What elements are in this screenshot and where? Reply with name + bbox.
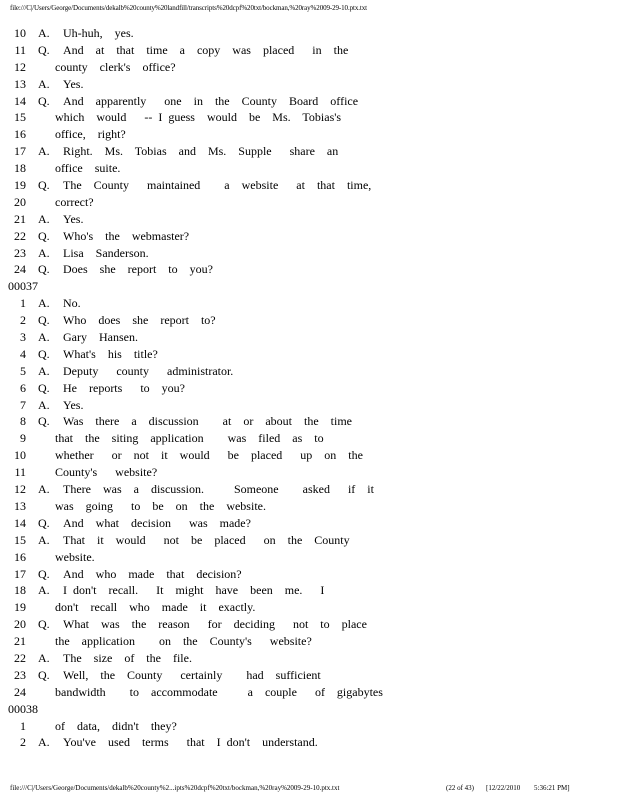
- line-number: 10: [14, 448, 26, 463]
- speaker-label: Q.: [38, 93, 50, 108]
- line-number: 8: [20, 414, 26, 429]
- transcript-line: [0, 380, 618, 397]
- line-text: whether or not it would be placed up on the: [55, 448, 363, 463]
- line-text: There was a discussion. Someone asked if it: [63, 482, 374, 497]
- line-number: 21: [14, 211, 26, 226]
- transcript-line: [0, 397, 618, 414]
- speaker-label: A.: [38, 330, 50, 345]
- speaker-label: A.: [38, 532, 50, 547]
- transcript-line: [0, 447, 618, 464]
- speaker-label: A.: [38, 296, 50, 311]
- line-text: Gary Hansen.: [63, 330, 138, 345]
- file-path-header: file:///C|/Users/George/Documents/dekalb%20county%20landfill/transcripts%20dcpf%20txt/bockman,%20ray%2009-29-10.ptx.txt: [10, 4, 367, 12]
- transcript-line: [0, 42, 618, 59]
- line-text: website.: [55, 549, 95, 564]
- line-text: correct?: [55, 194, 94, 209]
- transcript-line: [0, 228, 618, 245]
- line-text: The County maintained a website at that time,: [63, 178, 372, 193]
- transcript-line: [0, 633, 618, 650]
- line-number: 2: [20, 313, 26, 328]
- transcript-line: [0, 515, 618, 532]
- page-counter: (22 of 43): [446, 784, 474, 792]
- line-number: 13: [14, 76, 26, 91]
- line-number: 16: [14, 549, 26, 564]
- transcript-line: [0, 93, 618, 110]
- transcript-line: [0, 650, 618, 667]
- transcript-line: [0, 109, 618, 126]
- line-number: 14: [14, 515, 26, 530]
- transcript-line: [0, 566, 618, 583]
- transcript-line: [0, 532, 618, 549]
- transcript-line: [0, 160, 618, 177]
- line-text: You've used terms that I don't understand.: [63, 735, 318, 750]
- line-number: 10: [14, 26, 26, 40]
- line-text: of data, didn't they?: [55, 718, 177, 733]
- line-number: 9: [20, 431, 26, 446]
- transcript-line: [0, 684, 618, 701]
- transcript-line: [0, 126, 618, 143]
- transcript-line: [0, 346, 618, 363]
- transcript-line: [0, 549, 618, 566]
- speaker-label: A.: [38, 245, 50, 260]
- line-number: 17: [14, 144, 26, 159]
- line-number: 6: [20, 380, 26, 395]
- line-text: office suite.: [55, 161, 121, 176]
- page-marker: 00038: [8, 701, 38, 716]
- line-text: Who does she report to?: [63, 313, 216, 328]
- transcript-line: [0, 25, 618, 42]
- speaker-label: A.: [38, 735, 50, 750]
- line-number: 3: [20, 330, 26, 345]
- print-time: 5:36:21 PM]: [534, 784, 570, 792]
- speaker-label: Q.: [38, 414, 50, 429]
- line-text: And what decision was made?: [63, 515, 251, 530]
- line-text: I don't recall. It might have been me. I: [63, 583, 325, 598]
- transcript-line: [0, 76, 618, 93]
- transcript-line: [0, 329, 618, 346]
- line-text: County's website?: [55, 465, 158, 480]
- speaker-label: A.: [38, 363, 50, 378]
- line-number: 23: [14, 667, 26, 682]
- speaker-label: A.: [38, 144, 50, 159]
- speaker-label: Q.: [38, 617, 50, 632]
- line-text: the application on the County's website?: [55, 634, 312, 649]
- line-text: was going to be on the website.: [55, 498, 266, 513]
- speaker-label: A.: [38, 211, 50, 226]
- line-number: 23: [14, 245, 26, 260]
- print-date: [12/22/2010: [486, 784, 521, 792]
- speaker-label: A.: [38, 26, 50, 40]
- speaker-label: Q.: [38, 515, 50, 530]
- line-number: 1: [20, 296, 26, 311]
- transcript-line: [0, 194, 618, 211]
- speaker-label: Q.: [38, 313, 50, 328]
- speaker-label: A.: [38, 397, 50, 412]
- line-number: 11: [14, 465, 26, 480]
- transcript-line: [0, 734, 618, 751]
- line-text: that the siting application was filed as to: [55, 431, 324, 446]
- line-text: Yes.: [63, 211, 84, 226]
- speaker-label: A.: [38, 76, 50, 91]
- transcript-line: [0, 211, 618, 228]
- line-number: 12: [14, 482, 26, 497]
- speaker-label: Q.: [38, 380, 50, 395]
- line-number: 22: [14, 228, 26, 243]
- transcript-body: [0, 25, 618, 751]
- line-number: 17: [14, 566, 26, 581]
- line-text: No.: [63, 296, 81, 311]
- line-number: 13: [14, 498, 26, 513]
- line-text: Deputy county administrator.: [63, 363, 234, 378]
- line-number: 20: [14, 617, 26, 632]
- transcript-line: [0, 245, 618, 262]
- speaker-label: Q.: [38, 667, 50, 682]
- transcript-line: [0, 667, 618, 684]
- line-text: Uh-huh, yes.: [63, 26, 134, 40]
- line-text: What was the reason for deciding not to place: [63, 617, 367, 632]
- line-number: 15: [14, 110, 26, 125]
- line-text: Who's the webmaster?: [63, 228, 190, 243]
- line-text: Was there a discussion at or about the time: [63, 414, 352, 429]
- line-number: 18: [14, 161, 26, 176]
- transcript-line: [0, 143, 618, 160]
- line-text: office, right?: [55, 127, 126, 142]
- transcript-line: [0, 59, 618, 76]
- line-text: Lisa Sanderson.: [63, 245, 149, 260]
- transcript-line: [0, 599, 618, 616]
- line-text: which would -- I guess would be Ms. Tobias's: [55, 110, 342, 125]
- line-number: 11: [14, 42, 26, 57]
- transcript-line: [0, 261, 618, 278]
- file-path-footer: file:///C|/Users/George/Documents/dekalb%20county%2...ipts%20dcpf%20txt/bockman,%20ray%2009-29-10.ptx.txt: [10, 784, 340, 792]
- speaker-label: A.: [38, 650, 50, 665]
- transcript-line: [0, 582, 618, 599]
- line-text: Well, the County certainly had sufficient: [63, 667, 321, 682]
- line-number: 16: [14, 127, 26, 142]
- transcript-line: [0, 616, 618, 633]
- line-text: Right. Ms. Tobias and Ms. Supple share an: [63, 144, 339, 159]
- line-number: 1: [20, 718, 26, 733]
- speaker-label: Q.: [38, 346, 50, 361]
- speaker-label: Q.: [38, 42, 50, 57]
- transcript-line: [0, 430, 618, 447]
- line-text: bandwidth to accommodate a couple of gigabytes: [55, 684, 383, 699]
- transcript-line: [0, 177, 618, 194]
- transcript-line: [0, 481, 618, 498]
- line-text: What's his title?: [63, 346, 158, 361]
- speaker-label: Q.: [38, 566, 50, 581]
- transcript-line: [0, 295, 618, 312]
- line-text: The size of the file.: [63, 650, 192, 665]
- line-text: don't recall who made it exactly.: [55, 600, 256, 615]
- line-number: 18: [14, 583, 26, 598]
- line-number: 24: [14, 262, 26, 277]
- line-text: county clerk's office?: [55, 59, 176, 74]
- line-text: That it would not be placed on the County: [63, 532, 350, 547]
- transcript-line: [0, 413, 618, 430]
- line-number: 12: [14, 59, 26, 74]
- transcript-line: [0, 363, 618, 380]
- speaker-label: Q.: [38, 178, 50, 193]
- page-marker: 00037: [8, 279, 38, 294]
- line-number: 14: [14, 93, 26, 108]
- line-text: Yes.: [63, 397, 84, 412]
- transcript-line: [0, 498, 618, 515]
- line-number: 19: [14, 178, 26, 193]
- line-text: And apparently one in the County Board office: [63, 93, 359, 108]
- line-number: 21: [14, 634, 26, 649]
- speaker-label: Q.: [38, 228, 50, 243]
- line-text: Does she report to you?: [63, 262, 213, 277]
- line-number: 19: [14, 600, 26, 615]
- line-text: And who made that decision?: [63, 566, 242, 581]
- line-text: Yes.: [63, 76, 84, 91]
- line-number: 15: [14, 532, 26, 547]
- line-number: 4: [20, 346, 26, 361]
- speaker-label: Q.: [38, 262, 50, 277]
- line-number: 7: [20, 397, 26, 412]
- transcript-line: [0, 718, 618, 735]
- line-number: 24: [14, 684, 26, 699]
- speaker-label: A.: [38, 482, 50, 497]
- line-text: And at that time a copy was placed in the: [63, 42, 349, 57]
- transcript-line: [0, 464, 618, 481]
- line-text: He reports to you?: [63, 380, 185, 395]
- line-number: 5: [20, 363, 26, 378]
- line-number: 22: [14, 650, 26, 665]
- line-number: 20: [14, 194, 26, 209]
- speaker-label: A.: [38, 583, 50, 598]
- line-number: 2: [20, 735, 26, 750]
- transcript-line: [0, 312, 618, 329]
